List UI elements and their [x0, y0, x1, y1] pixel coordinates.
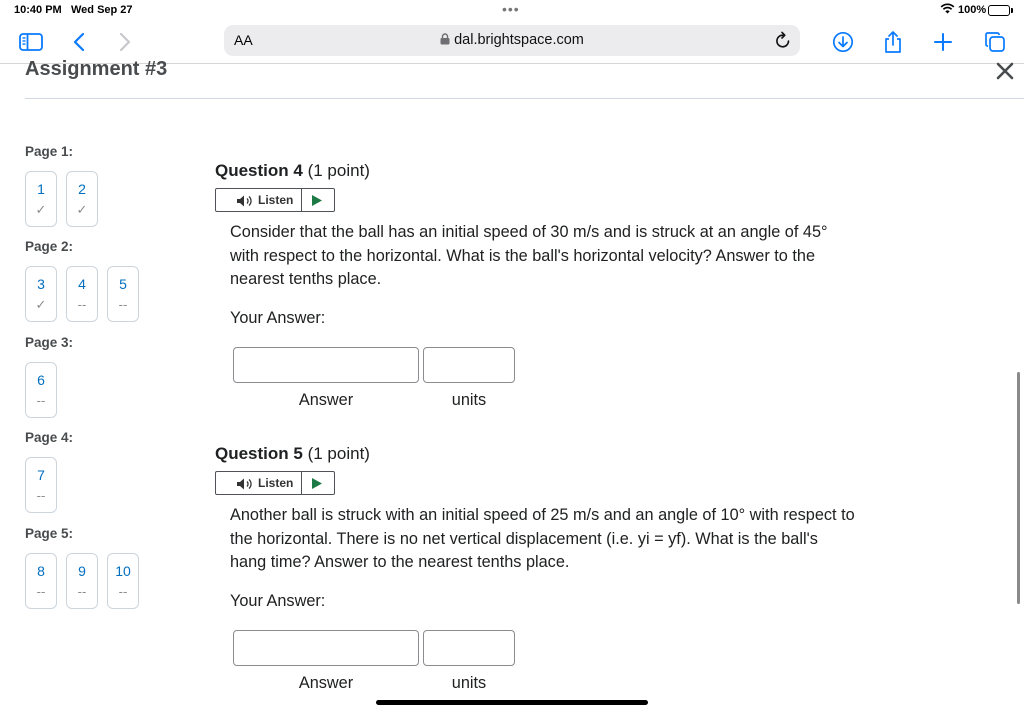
your-answer-label: Your Answer: — [230, 309, 326, 327]
battery-icon — [988, 5, 1010, 16]
units-field-label: units — [451, 674, 487, 692]
page-group-2 — [25, 239, 128, 312]
units-field-label: units — [451, 391, 487, 409]
question-tile-9[interactable] — [66, 553, 98, 609]
question-title — [215, 444, 855, 464]
question-tile-number: 2 — [78, 181, 86, 197]
page-label: Page 3: — [25, 335, 74, 350]
unanswered-mark: -- — [118, 297, 128, 312]
question-tile-number: 4 — [78, 276, 86, 292]
battery-percent: 100% — [958, 4, 987, 16]
question-tile-number: 5 — [119, 276, 127, 292]
question-tile-number: 8 — [37, 563, 45, 579]
text-size-label: AA — [234, 32, 253, 48]
answer-input[interactable] — [233, 347, 419, 383]
home-indicator[interactable] — [376, 700, 648, 705]
listen-divider — [301, 189, 302, 211]
question-5 — [215, 444, 855, 700]
url-text: dal.brightspace.com — [454, 32, 584, 48]
header-divider — [25, 98, 1024, 99]
share-icon[interactable] — [878, 28, 908, 56]
question-tile-3[interactable] — [25, 266, 57, 322]
question-points: (1 point) — [307, 161, 370, 180]
question-tile-4[interactable] — [66, 266, 98, 322]
page-title: Assignment #3 — [25, 58, 168, 80]
page-label: Page 4: — [25, 430, 74, 445]
question-title — [215, 161, 855, 181]
forward-icon[interactable] — [110, 28, 140, 56]
listen-button[interactable] — [215, 188, 335, 212]
unanswered-mark: -- — [77, 584, 87, 599]
lock-icon — [440, 33, 450, 49]
page-group-4 — [25, 430, 74, 503]
answered-check-icon: ✓ — [76, 202, 88, 217]
new-tab-icon[interactable] — [928, 28, 958, 56]
speaker-icon — [236, 477, 254, 496]
question-number: Question 4 — [215, 161, 303, 180]
play-icon[interactable] — [311, 477, 323, 495]
tabs-overview-icon[interactable] — [980, 28, 1010, 56]
downloads-icon[interactable] — [828, 28, 858, 56]
question-tile-8[interactable] — [25, 553, 57, 609]
reload-icon[interactable] — [774, 30, 792, 55]
listen-button[interactable] — [215, 471, 335, 495]
question-text: Consider that the ball has an initial speed of 30 m/s and is struck at an angle of 45° with respect to the horizontal. What is the ball's horizontal velocity? Answer to the nearest tenths place. — [230, 223, 828, 288]
question-tile-number: 10 — [115, 563, 131, 579]
question-tile-number: 9 — [78, 563, 86, 579]
battery-tip — [1011, 8, 1013, 13]
question-tile-number: 1 — [37, 181, 45, 197]
page-label: Page 5: — [25, 526, 74, 541]
answered-check-icon: ✓ — [35, 202, 47, 217]
answer-field-label: Answer — [298, 674, 354, 692]
wifi-icon — [940, 3, 955, 17]
question-tile-7[interactable] — [25, 457, 57, 513]
page-group-5 — [25, 526, 131, 599]
play-icon[interactable] — [311, 194, 323, 212]
question-tile-1[interactable] — [25, 171, 57, 227]
question-tile-number: 6 — [37, 372, 45, 388]
your-answer-label: Your Answer: — [230, 592, 326, 610]
listen-label: Listen — [258, 476, 294, 490]
answered-check-icon: ✓ — [35, 297, 47, 312]
unanswered-mark: -- — [36, 488, 46, 503]
status-date: Wed Sep 27 — [71, 4, 133, 16]
question-points: (1 point) — [307, 444, 370, 463]
page-label: Page 2: — [25, 239, 74, 254]
page-group-3 — [25, 335, 74, 408]
question-tile-6[interactable] — [25, 362, 57, 418]
unanswered-mark: -- — [36, 393, 46, 408]
question-tile-number: 7 — [37, 467, 45, 483]
question-tile-2[interactable] — [66, 171, 98, 227]
question-tile-5[interactable] — [107, 266, 139, 322]
question-number: Question 5 — [215, 444, 303, 463]
question-tile-number: 3 — [37, 276, 45, 292]
status-time: 10:40 PM — [14, 4, 62, 16]
question-tile-10[interactable] — [107, 553, 139, 609]
speaker-icon — [236, 194, 254, 213]
units-input[interactable] — [423, 630, 515, 666]
page-group-1 — [25, 144, 88, 217]
unanswered-mark: -- — [118, 584, 128, 599]
close-icon[interactable] — [992, 58, 1018, 84]
question-text: Another ball is struck with an initial speed of 25 m/s and an angle of 10° with respect to the horizontal. There is no net vertical displacement (i.e. yi = yf). What is the ball's hang time? Answer to the nearest tenths place. — [230, 506, 855, 571]
address-bar[interactable] — [224, 25, 800, 56]
multitasking-dots-icon[interactable]: ••• — [502, 1, 520, 17]
url-display[interactable] — [224, 32, 800, 49]
scrollbar[interactable] — [1017, 372, 1020, 604]
back-icon[interactable] — [64, 28, 94, 56]
question-4 — [215, 161, 855, 421]
listen-label: Listen — [258, 193, 294, 207]
unanswered-mark: -- — [77, 297, 87, 312]
answer-field-label: Answer — [298, 391, 354, 409]
unanswered-mark: -- — [36, 584, 46, 599]
page-label: Page 1: — [25, 144, 74, 159]
sidebar-icon[interactable] — [16, 28, 46, 56]
listen-divider — [301, 472, 302, 494]
status-bar — [0, 0, 1024, 22]
answer-input[interactable] — [233, 630, 419, 666]
units-input[interactable] — [423, 347, 515, 383]
